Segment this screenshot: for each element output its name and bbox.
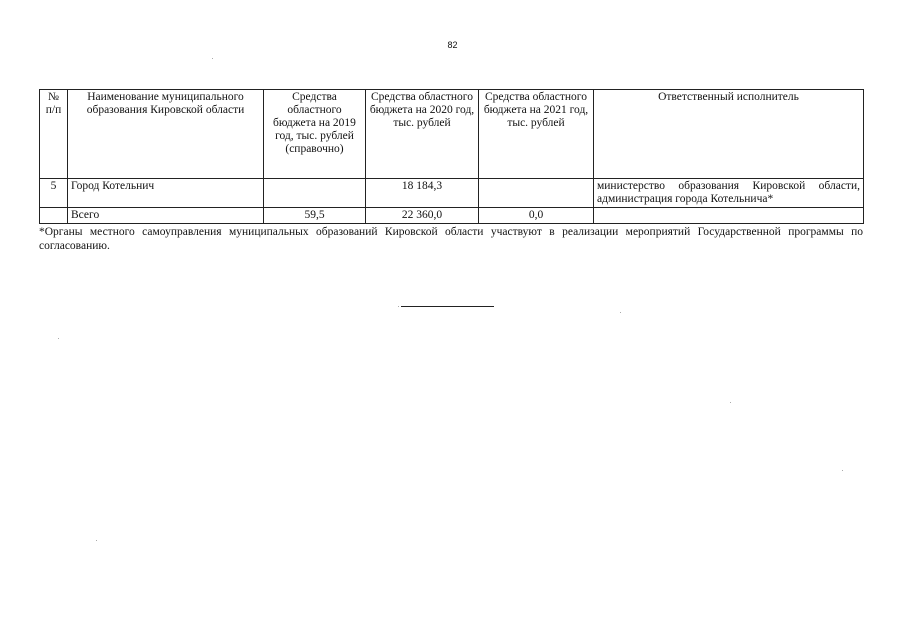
- table-total-row: [40, 208, 864, 224]
- row-budget-2021: [479, 179, 594, 208]
- scan-speck: [842, 470, 843, 471]
- header-budget-2020: Средства областного бюджета на 2020 год, тыс. рублей: [366, 90, 479, 179]
- header-budget-2019: Средства областного бюджета на 2019 год, тыс. рублей (справочно): [264, 90, 366, 179]
- total-budget-2020: 22 360,0: [366, 208, 479, 224]
- row-executor: министерство образования Кировской области, администрация города Котельнича*: [594, 179, 864, 208]
- total-name: Всего: [68, 208, 264, 224]
- row-budget-2020: 18 184,3: [366, 179, 479, 208]
- total-num: [40, 208, 68, 224]
- table-header-row: [40, 90, 864, 179]
- row-budget-2019: [264, 179, 366, 208]
- table-row: [40, 179, 864, 208]
- total-budget-2019: 59,5: [264, 208, 366, 224]
- scan-speck: [96, 540, 97, 541]
- row-num: 5: [40, 179, 68, 208]
- page-number: 82: [447, 40, 458, 50]
- end-divider: [401, 306, 494, 307]
- row-name: Город Котельнич: [68, 179, 264, 208]
- total-budget-2021: 0,0: [479, 208, 594, 224]
- scan-speck: [620, 312, 621, 313]
- header-num: № п/п: [40, 90, 68, 179]
- scan-speck: [398, 306, 399, 307]
- header-name: Наименование муниципального образования Кировской области: [68, 90, 264, 179]
- budget-table: [39, 89, 864, 224]
- scan-speck: [212, 58, 213, 59]
- total-executor: [594, 208, 864, 224]
- scan-speck: [730, 402, 731, 403]
- header-executor: Ответственный исполнитель: [594, 90, 864, 179]
- scan-speck: [58, 338, 59, 339]
- footnote: *Органы местного самоуправления муниципальных образований Кировской области участвуют в реализации мероприятий Государственной программы по согласованию.: [39, 226, 863, 252]
- header-budget-2021: Средства областного бюджета на 2021 год, тыс. рублей: [479, 90, 594, 179]
